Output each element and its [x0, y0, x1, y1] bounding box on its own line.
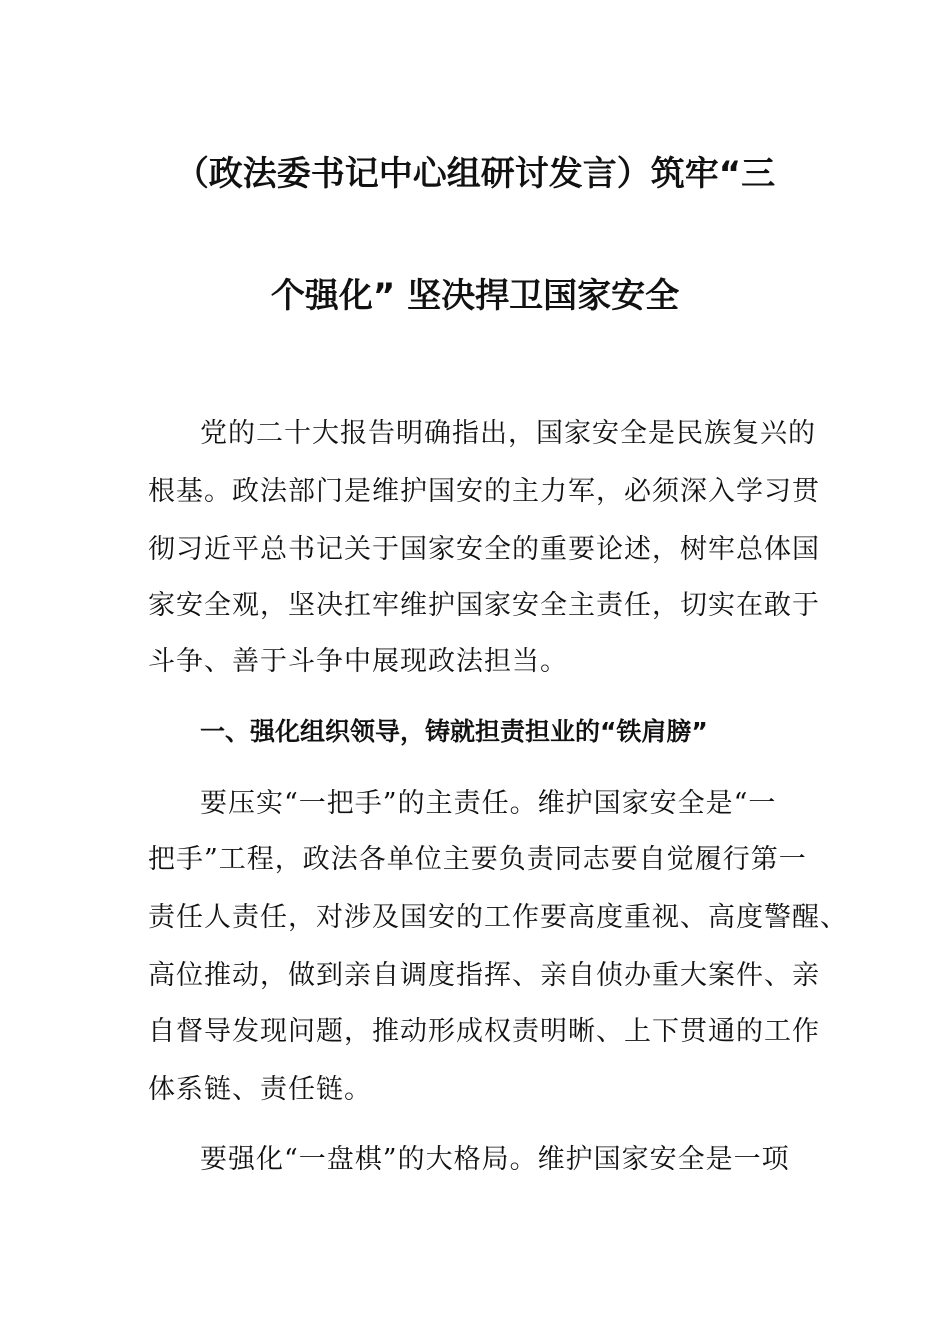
paragraph-1-line-2: 根基。政法部门是维护国安的主力军，必须深入学习贯 — [148, 476, 820, 507]
paragraph-3-line-1: 要强化“一盘棋”的大格局。维护国家安全是一项 — [200, 1144, 790, 1175]
paragraph-1-line-5: 斗争、善于斗争中展现政法担当。 — [148, 646, 568, 677]
paragraph-1-line-4: 家安全观，坚决扛牢维护国家安全主责任，切实在敢于 — [148, 590, 820, 621]
paragraph-2-line-4: 高位推动，做到亲自调度指挥、亲自侦办重大案件、亲 — [148, 960, 820, 991]
paragraph-2-line-1: 要压实“一把手”的主责任。维护国家安全是“一 — [200, 788, 777, 819]
paragraph-1-line-3: 彻习近平总书记关于国家安全的重要论述，树牢总体国 — [148, 534, 820, 565]
document-title-line-2: 个强化” 坚决捍卫国家安全 — [270, 276, 680, 316]
paragraph-2-line-6: 体系链、责任链。 — [148, 1074, 372, 1105]
paragraph-2-line-3: 责任人责任，对涉及国安的工作要高度重视、高度警醒、 — [148, 902, 848, 933]
paragraph-2-line-5: 自督导发现问题，推动形成权责明晰、上下贯通的工作 — [148, 1016, 820, 1047]
document-title-line-1: （政法委书记中心组研讨发言）筑牢“三 — [174, 154, 776, 194]
paragraph-2-line-2: 把手”工程，政法各单位主要负责同志要自觉履行第一 — [148, 844, 807, 875]
paragraph-1-line-1: 党的二十大报告明确指出，国家安全是民族复兴的 — [200, 418, 816, 449]
section-1-heading: 一、强化组织领导，铸就担责担业的“铁肩膀” — [200, 717, 708, 746]
